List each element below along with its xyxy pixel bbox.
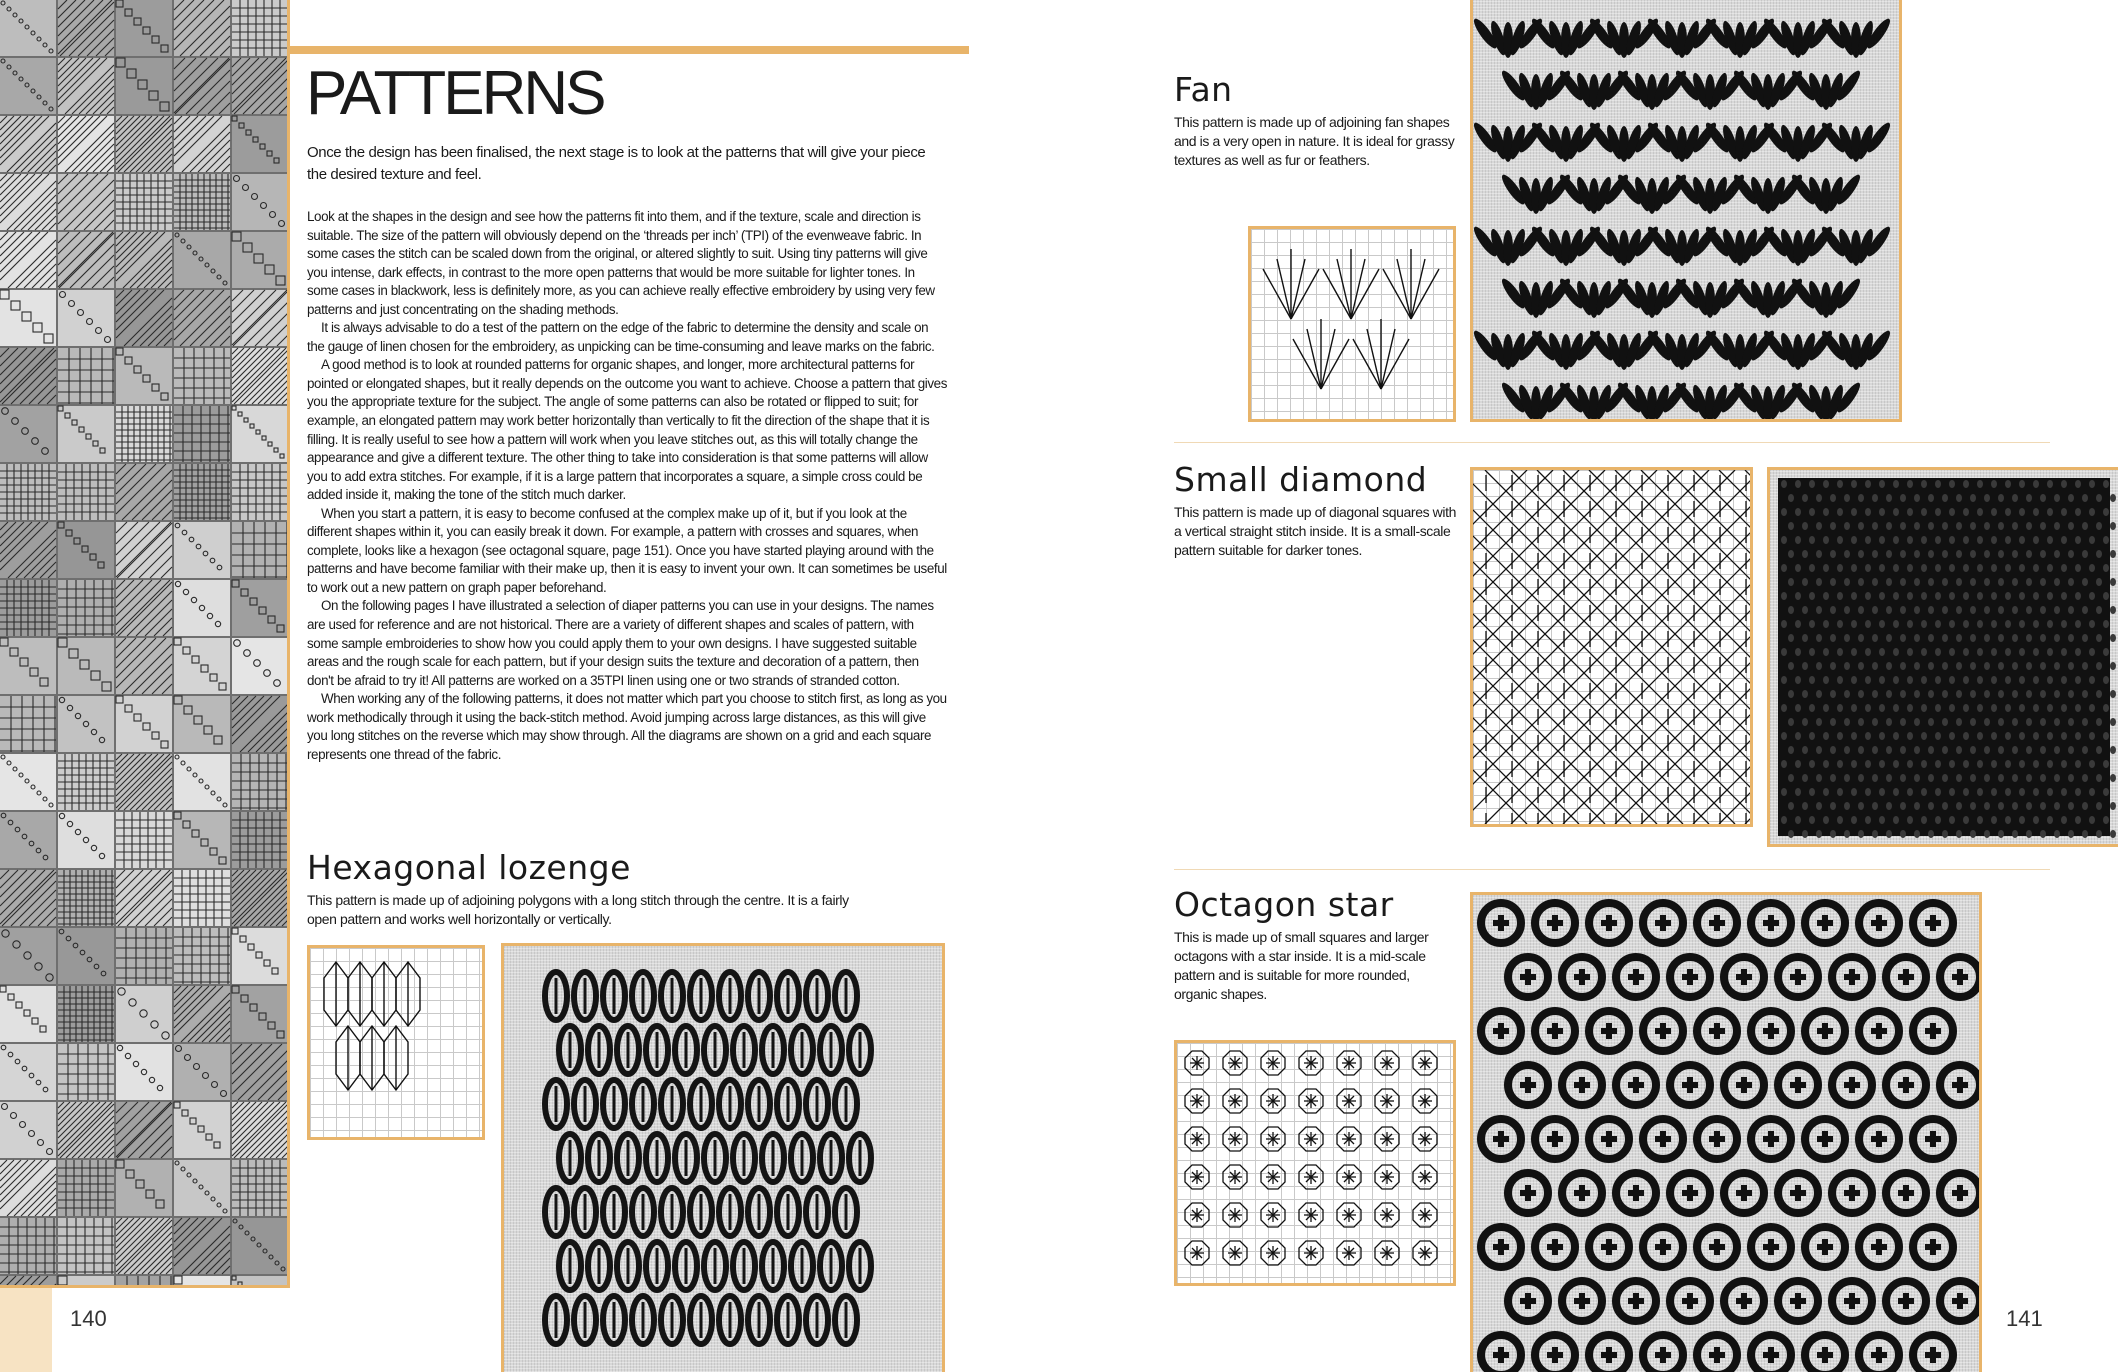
body-text bbox=[307, 208, 947, 764]
section-title-fan: Fan bbox=[1174, 70, 1233, 109]
octagon-star-sample-photo bbox=[1470, 892, 1982, 1372]
hexagonal-lozenge-sample-photo bbox=[501, 943, 945, 1372]
page-number-right: 141 bbox=[2006, 1306, 2043, 1331]
fan-sample-photo bbox=[1470, 0, 1902, 422]
body-paragraph: A good method is to look at rounded patterns for organic shapes, and longer, more architectural patterns for pointed or elongated shapes, but it really depends on the outcome you want to achieve. Choose a pattern that gives you the appropriate texture for the subject. The angle of some patterns can also be rotated or flipped to suit; for example, an elongated pattern may work better horizontally than vertically to fit the direction of the shape that it is filling. It is really useful to see how a pattern will work when you leave stitches out, as this will totally change the appearance and give a different texture. The other thing to take into consideration is that some patterns will allow you to add extra stitches. For example, if it is a large pattern that incorporates a square, a simple cross could be added inside it, making the tone of the stitch much darker. bbox=[307, 357, 948, 503]
body-paragraph: Look at the shapes in the design and see how the patterns fit into them, and if the texture, scale and direction is suitable. The size of the pattern will obviously depend on the ‘threads per inch’ (TPI) of the evenweave fabric. In some cases the stitch can be scaled down from the original, or altered slightly to suit. Using tiny patterns will give you intense, dark effects, in contrast to the more open patterns that would be more suitable for lighter tones. In some cases in blackwork, less is definitely more, as you can achieve really effective embroidery by using very few patterns and just concentrating on the shading methods. bbox=[307, 209, 935, 317]
page-title: PATTERNS bbox=[306, 59, 604, 128]
section-divider bbox=[1174, 442, 2050, 443]
sidebar-tint bbox=[0, 1288, 52, 1372]
fan-diagram bbox=[1248, 226, 1456, 422]
small-diamond-diagram bbox=[1470, 467, 1753, 827]
body-paragraph: When you start a pattern, it is easy to become confused at the complex make up of it, but if you look at the different shapes within it, you can easily break it down. For example, a pattern with crosses and squares, when complete, looks like a hexagon (see octagonal square, page 151). Once you have started playing around with the patterns and have become familiar with their make up, then it is easy to invent your own. It can sometimes be useful to work out a new pattern on graph paper beforehand. bbox=[307, 505, 947, 595]
section-title-octagon-star: Octagon star bbox=[1174, 885, 1394, 924]
octagon-star-diagram bbox=[1174, 1040, 1456, 1286]
body-paragraph: When working any of the following patterns, it does not matter which part you choose to stitch first, as long as you work methodically through it using the back-stitch method. Avoid jumping across large distances, as this will give you long stitches on the reverse which may show through. All the diagrams are shown on a grid and each square represents one thread of the fabric. bbox=[307, 691, 947, 762]
small-diamond-sample-photo bbox=[1767, 467, 2118, 847]
intro-text: Once the design has been finalised, the next stage is to look at the patterns that will give your piece the desired texture and feel. bbox=[307, 144, 926, 183]
section-title-small-diamond: Small diamond bbox=[1174, 460, 1428, 499]
section-desc-fan: This pattern is made up of adjoining fan shapes and is a very open in nature. It is ideal for grassy textures as well as fur or feathers. bbox=[1174, 114, 1455, 168]
section-desc-octagon-star: This is made up of small squares and larger octagons with a star inside. It is a mid-scale pattern and is suitable for more rounded, organic shapes. bbox=[1174, 929, 1429, 1002]
title-rule bbox=[290, 46, 969, 54]
sampler-strip-image bbox=[0, 0, 290, 1288]
section-desc-small-diamond: This pattern is made up of diagonal squares with a vertical straight stitch inside. It is a small-scale pattern suitable for darker tones. bbox=[1174, 504, 1456, 558]
body-paragraph: It is always advisable to do a test of the pattern on the edge of the fabric to determine the density and scale on the gauge of linen chosen for the embroidery, as unpicking can be time-consuming and leave marks on the fabric. bbox=[307, 320, 935, 354]
section-title-hexagonal-lozenge: Hexagonal lozenge bbox=[307, 848, 631, 887]
body-paragraph: On the following pages I have illustrated a selection of diaper patterns you can use in your designs. The names are used for reference and are not historical. There are a variety of different shapes and scales of pattern, with some sample embroideries to show how you could apply them to your own designs. I have suggested suitable areas and the rough scale for each pattern, but if your design suits the texture and decoration of a pattern, then don't be afraid to try it! All patterns are worked on a 35TPI linen using one or two strands of stranded cotton. bbox=[307, 598, 934, 688]
section-divider bbox=[1174, 869, 2050, 870]
page-number-left: 140 bbox=[70, 1306, 107, 1331]
section-desc-hexagonal-lozenge: This pattern is made up of adjoining polygons with a long stitch through the centre. It is a fairly open pattern and works well horizontally or vertically. bbox=[307, 892, 849, 927]
hexagonal-lozenge-diagram bbox=[307, 945, 485, 1140]
sampler-grid bbox=[0, 0, 287, 1285]
